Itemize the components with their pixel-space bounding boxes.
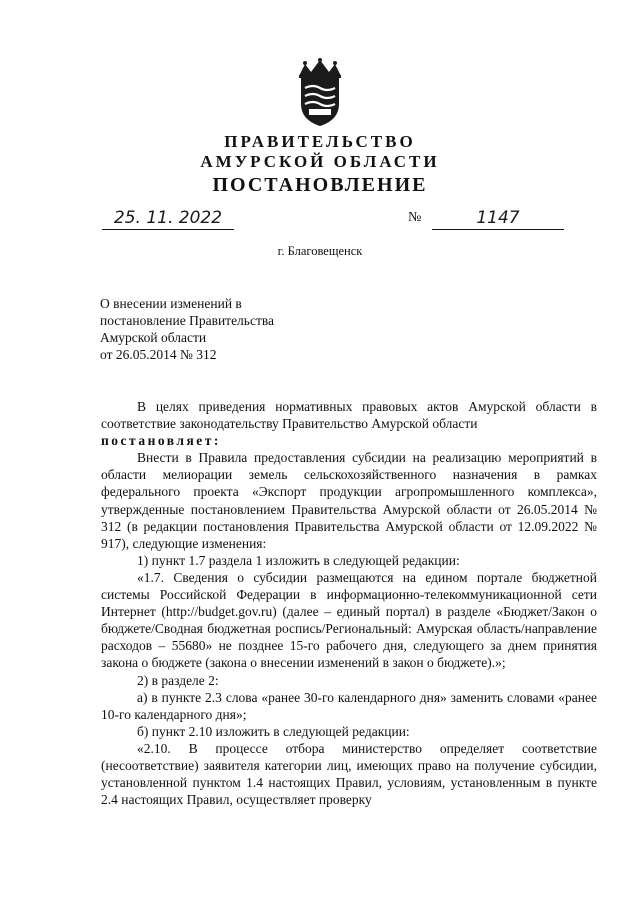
subject-line: постановление Правительства (100, 313, 275, 328)
preamble-paragraph: В целях приведения нормативных правовых актов Амурской области в соответствие законодательству Правительство Амурской области (101, 399, 597, 432)
document-body (101, 398, 597, 808)
item-2b: б) пункт 2.10 изложить в следующей редакции: (137, 723, 410, 739)
document-type: ПОСТАНОВЛЕНИЕ (212, 174, 428, 196)
item-2: 2) в разделе 2: (137, 672, 219, 688)
document-date: 25. 11. 2022 (102, 207, 234, 230)
quote-point-2-10: «2.10. В процессе отбора министерство определяет соответствие (несоответствие) заявителя категории лиц, имеющих право на получение субсидии, установленной пунктом 1.4 настоящих Правил, условиям, установленным в пункте 2.4 настоящих Правил, осуществляет проверку (101, 740, 597, 808)
item-2a: а) в пункте 2.3 слова «ранее 30-го календарного дня» заменить словами «ранее 10-го календарного дня»; (101, 689, 597, 722)
org-name-line1: ПРАВИТЕЛЬСТВО (224, 132, 416, 151)
subject-line: Амурской области (100, 330, 207, 345)
issue-city: г. Благовещенск (277, 244, 363, 258)
number-label: № (408, 210, 422, 225)
subject-line: О внесении изменений в (100, 296, 242, 311)
resolves-word: постановляет: (101, 433, 221, 449)
item-1: 1) пункт 1.7 раздела 1 изложить в следующей редакции: (137, 552, 460, 568)
intro-paragraph: Внести в Правила предоставления субсидии на реализацию мероприятий в области мелиорации земель сельскохозяйственного назначения в рамках федерального проекта «Экспорт продукции агропромышленного комплекса», утвержденные постановлением Правительства Амурской области от 26.05.2014 № 312 (в редакции постановления Правительства Амурской области от 12.09.2022 № 917), следующие изменения: (101, 450, 597, 551)
quote-point-1-7: «1.7. Сведения о субсидии размещаются на едином портале бюджетной системы Российской Федерации в информационно-телекоммуникационной сети Интернет (http://budget.gov.ru) (далее – единый портал) в разделе «Бюджет/Закон о бюджете/Сводная бюджетная роспись/Региональный: Амурская область/направление расходов – 55680» не позднее 15-го рабочего дня, следующего за днем принятия закона о бюджете (закона о внесении изменений в закон о бюджете).»; (101, 569, 597, 671)
document-subject (100, 295, 274, 363)
amur-region-coat-of-arms-icon (293, 58, 347, 128)
org-name-line2: АМУРСКОЙ ОБЛАСТИ (200, 152, 440, 171)
subject-line: от 26.05.2014 № 312 (100, 347, 217, 362)
document-number: 1147 (432, 207, 564, 230)
